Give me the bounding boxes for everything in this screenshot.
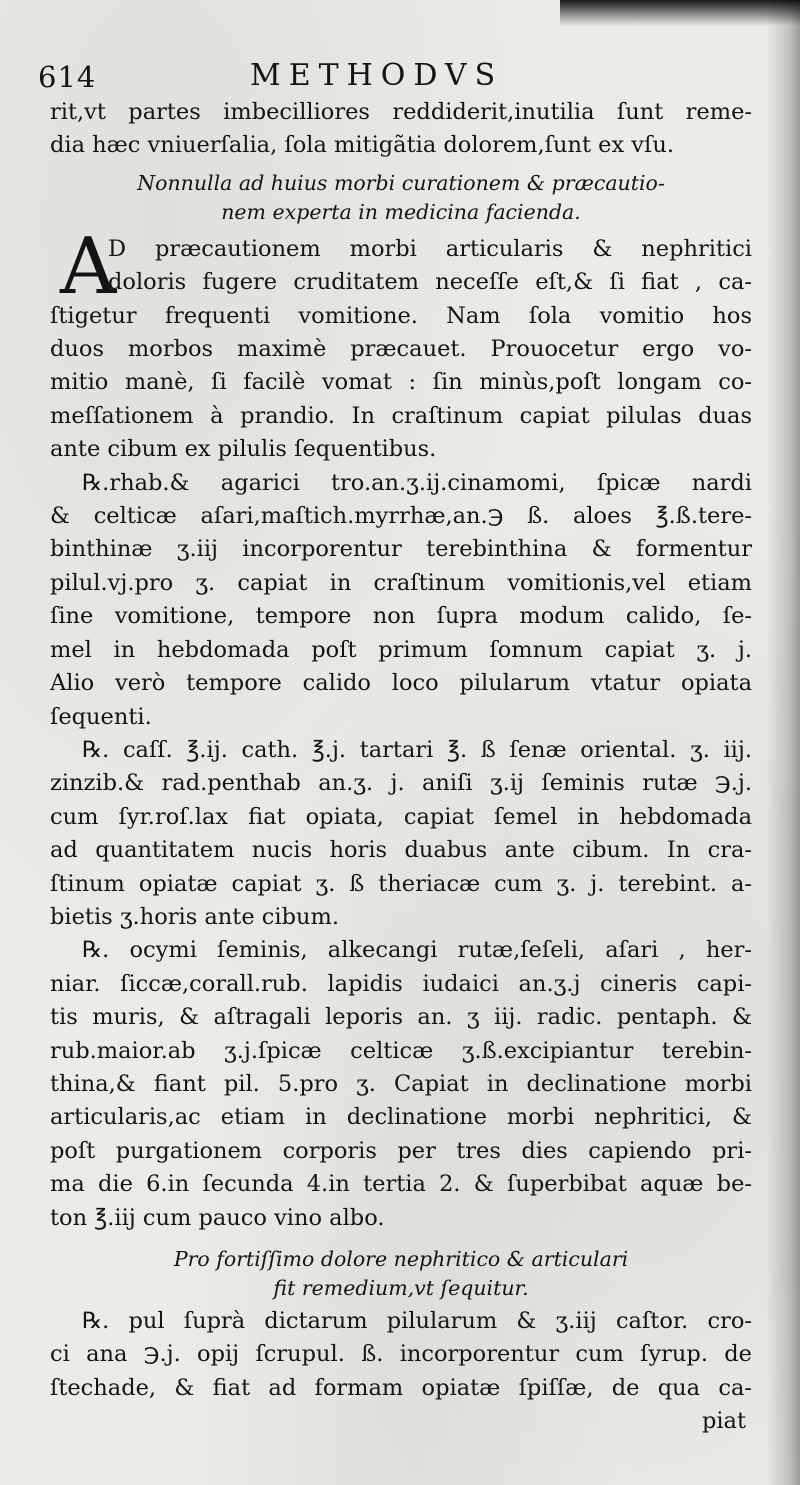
text-line: cum ſyr.roſ.lax fiat opiata, capiat ſemel in hebdomada — [50, 803, 752, 830]
text-line: doloris fugere cruditatem neceſſe eſt,& ſi fiat , ca- — [108, 269, 752, 296]
text-line: D præcautionem morbi articularis & nephritici — [108, 235, 752, 262]
page-header — [30, 56, 750, 96]
text-line: ℞. ocymi ſeminis, alkecangi rutæ,ſeſeli, aſari , her- — [82, 937, 752, 964]
text-line: niar. ſiccæ,corall.rub. lapidis iudaici an.ʒ.j cineris capi- — [50, 970, 752, 997]
text-line: pilul.vj.pro ʒ. capiat in craſtinum vomitionis,vel etiam — [50, 569, 752, 596]
text-line: articularis,ac etiam in declinatione morbi nephritici, & — [50, 1104, 752, 1131]
text-line: ℞. pul ſuprà dictarum pilularum & ʒ.iij caſtor. cro- — [82, 1308, 752, 1334]
text-line: dia hæc vniuerſalia, ſola mitigãtia dolorem,ſunt ex vſu. — [50, 132, 674, 159]
text-line: poſt purgationem corporis per tres dies capiendo pri- — [50, 1137, 752, 1164]
text-line: ci ana ℈.j. opij ſcrupul. ß. incorporentur cum ſyrup. de — [50, 1341, 752, 1368]
text-line: ton ℥.iij cum pauco vino albo. — [50, 1204, 385, 1231]
recipe-paragraph — [50, 934, 752, 1235]
text-line: ma die 6.in ſecunda 4.in tertia 2. & ſuperbibat aquæ be- — [50, 1171, 752, 1198]
page-gutter-shadow — [766, 0, 800, 1485]
text-line: mel in hebdomada poſt primum ſomnum capiat ʒ. j. — [50, 636, 752, 663]
drop-cap: A — [60, 221, 117, 312]
page-shadow-top — [560, 0, 800, 26]
text-line: thina,& fiant pil. 5.pro ʒ. Capiat in declinatione morbi — [50, 1070, 752, 1097]
text-line: ℞. caſſ. ℥.ij. cath. ℥.j. tartari ℥. ß ſenæ oriental. ʒ. iij. — [82, 736, 752, 763]
text-line: ſtinum opiatæ capiat ʒ. ß theriacæ cum ʒ. j. terebint. a- — [50, 870, 752, 897]
text-line: ſequenti. — [50, 703, 152, 730]
text-line: ℞.rhab.& agarici tro.an.ʒ.ij.cinamomi, ſpicæ nardi — [82, 469, 752, 496]
text-line: ante cibum ex pilulis ſequentibus. — [50, 436, 437, 463]
running-head: METHODVS — [250, 58, 504, 93]
subheading-line: fit remedium,vt ſequitur. — [273, 1276, 529, 1300]
text-line: Alio verò tempore calido loco pilularum vtatur opiata — [50, 670, 752, 697]
text-line: ſtigetur frequenti vomitione. Nam ſola vomitio hos — [50, 302, 752, 329]
section-heading-line: nem experta in medicina facienda. — [221, 199, 581, 224]
text-line: binthinæ ʒ.iij incorporentur terebinthina & formentur — [50, 536, 752, 563]
text-line: ſine vomitione, tempore non ſupra modum calido, ſe- — [50, 603, 752, 630]
recipe-paragraph — [50, 1305, 752, 1405]
text-line: bietis ʒ.horis ante cibum. — [50, 903, 339, 930]
body-text — [50, 96, 752, 1439]
text-line: zinzib.& rad.penthab an.ʒ. j. aniſi ʒ.ij ſeminis rutæ ℈.j. — [50, 770, 752, 797]
recipe-paragraph — [50, 734, 752, 934]
text-line: ad quantitatem nucis horis duabus ante cibum. In cra- — [50, 837, 752, 864]
text-line: rit,vt partes imbecilliores reddiderit,inutilia ſunt reme- — [50, 99, 752, 125]
catchword: piat — [701, 1408, 746, 1435]
text-line: mitio manè, ſi facilè vomat : ſin minùs,poſt longam co- — [50, 369, 752, 396]
page-number: 614 — [38, 60, 97, 94]
text-line: duos morbos maximè præcauet. Prouocetur ergo vo- — [50, 336, 752, 363]
recipe-paragraph — [50, 467, 752, 734]
section-heading-line: Nonnulla ad huius morbi curationem & præcautio- — [137, 170, 665, 195]
text-line: & celticæ aſari,maſtich.myrrhæ,an.℈ ß. aloes ℥.ß.tere- — [50, 503, 752, 530]
text-line: tis muris, & aſtragali leporis an. ʒ iij. radic. pentaph. & — [50, 1004, 752, 1031]
subheading-line: Pro fortiſſimo dolore nephritico & articulari — [173, 1247, 629, 1271]
text-line: meſſationem à prandio. In craſtinum capiat pilulas duas — [50, 402, 752, 429]
text-line: ſtechade, & fiat ad formam opiatæ ſpiſſæ, de qua ca- — [50, 1374, 752, 1401]
paragraph — [50, 221, 752, 467]
text-line: rub.maior.ab ʒ.j.ſpicæ celticæ ʒ.ß.excipiantur terebin- — [50, 1037, 752, 1064]
